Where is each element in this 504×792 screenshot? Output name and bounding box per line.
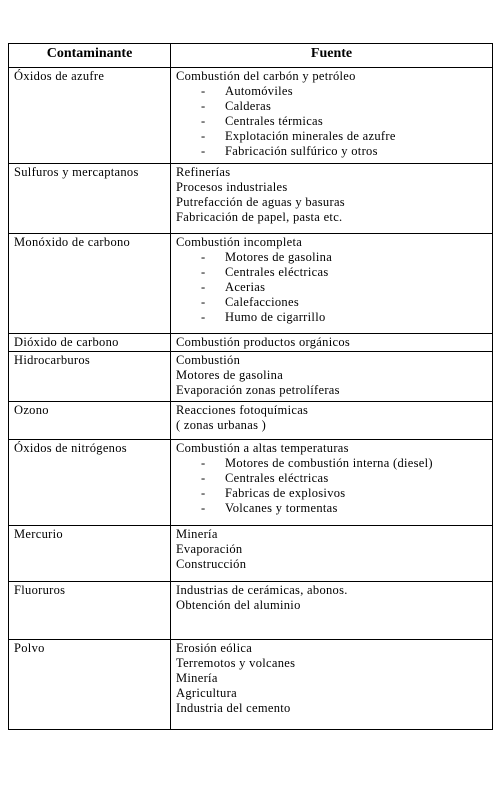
- source-line: Evaporación: [176, 542, 243, 556]
- table-row: [9, 164, 493, 234]
- dash-bullet-icon: -: [201, 84, 206, 98]
- table-row: [9, 334, 493, 352]
- dash-bullet-icon: -: [201, 250, 206, 264]
- table-row: [9, 526, 493, 582]
- source-subitem-label: Acerias: [225, 280, 266, 294]
- source-line: Reacciones fotoquímicas: [176, 403, 309, 417]
- dash-bullet-icon: -: [201, 295, 206, 309]
- source-line: Terremotos y volcanes: [176, 656, 296, 670]
- source-subitem: [201, 486, 492, 501]
- source-subitem: [201, 99, 492, 114]
- table-row: [9, 234, 493, 334]
- source-subitem: [201, 456, 492, 471]
- pollutant-name: Sulfuros y mercaptanos: [9, 164, 171, 234]
- pollutant-name: Mercurio: [9, 526, 171, 582]
- source-line: Motores de gasolina: [176, 368, 284, 382]
- source-subitem-label: Centrales térmicas: [225, 114, 324, 128]
- dash-bullet-icon: -: [201, 456, 206, 470]
- header-contaminante: Contaminante: [9, 44, 171, 68]
- source-line: Industrias de cerámicas, abonos.: [176, 583, 348, 597]
- source-subitem: [201, 84, 492, 99]
- source-line: Minería: [176, 671, 218, 685]
- pollutant-name: Fluoruros: [9, 582, 171, 640]
- dash-bullet-icon: -: [201, 471, 206, 485]
- source-sublist: [176, 456, 492, 516]
- pollutant-sources: [171, 582, 493, 640]
- pollutant-sources: [171, 234, 493, 334]
- source-line: Erosión eólica: [176, 641, 253, 655]
- source-line: Evaporación zonas petrolíferas: [176, 383, 340, 397]
- source-subitem: [201, 280, 492, 295]
- source-subitem-label: Humo de cigarrillo: [225, 310, 326, 324]
- dash-bullet-icon: -: [201, 114, 206, 128]
- pollutant-sources: [171, 640, 493, 730]
- source-subitem-label: Centrales eléctricas: [225, 265, 329, 279]
- source-subitem: [201, 114, 492, 129]
- pollutant-sources: [171, 352, 493, 402]
- source-line: Industria del cemento: [176, 701, 291, 715]
- pollutant-sources: [171, 402, 493, 440]
- dash-bullet-icon: -: [201, 486, 206, 500]
- source-subitem-label: Motores de combustión interna (diesel): [225, 456, 433, 470]
- table-row: [9, 402, 493, 440]
- source-line: Agricultura: [176, 686, 237, 700]
- source-subitem: [201, 144, 492, 159]
- source-subitem: [201, 501, 492, 516]
- pollutant-name: Monóxido de carbono: [9, 234, 171, 334]
- table-row: [9, 440, 493, 526]
- source-line: Fabricación de papel, pasta etc.: [176, 210, 343, 224]
- source-line: Combustión: [176, 353, 241, 367]
- pollutant-name: Óxidos de nitrógenos: [9, 440, 171, 526]
- pollutant-name: Polvo: [9, 640, 171, 730]
- table-row: [9, 352, 493, 402]
- dash-bullet-icon: -: [201, 144, 206, 158]
- pollutant-sources-table: [8, 43, 493, 730]
- dash-bullet-icon: -: [201, 129, 206, 143]
- pollutant-name: Hidrocarburos: [9, 352, 171, 402]
- dash-bullet-icon: -: [201, 501, 206, 515]
- source-sublist: [176, 84, 492, 159]
- table-row: [9, 640, 493, 730]
- source-subitem: [201, 310, 492, 325]
- source-subitem-label: Motores de gasolina: [225, 250, 333, 264]
- dash-bullet-icon: -: [201, 99, 206, 113]
- pollutant-name: Dióxido de carbono: [9, 334, 171, 352]
- dash-bullet-icon: -: [201, 265, 206, 279]
- pollutant-name: Óxidos de azufre: [9, 68, 171, 164]
- source-line: Construcción: [176, 557, 247, 571]
- pollutant-sources: [171, 68, 493, 164]
- source-subitem-label: Volcanes y tormentas: [225, 501, 338, 515]
- source-line: Combustión incompleta: [176, 235, 303, 249]
- table-header-row: [9, 44, 493, 68]
- source-line: Combustión a altas temperaturas: [176, 441, 349, 455]
- source-sublist: [176, 250, 492, 325]
- source-subitem: [201, 250, 492, 265]
- pollutant-sources: [171, 164, 493, 234]
- table-row: [9, 582, 493, 640]
- source-line: Procesos industriales: [176, 180, 288, 194]
- source-subitem: [201, 295, 492, 310]
- source-subitem: [201, 129, 492, 144]
- pollutant-sources: [171, 526, 493, 582]
- source-subitem-label: Centrales eléctricas: [225, 471, 329, 485]
- source-subitem-label: Automóviles: [225, 84, 293, 98]
- source-subitem: [201, 265, 492, 280]
- source-line: Combustión del carbón y petróleo: [176, 69, 356, 83]
- pollutant-name: Ozono: [9, 402, 171, 440]
- source-line: Obtención del aluminio: [176, 598, 301, 612]
- source-line: Minería: [176, 527, 218, 541]
- source-line: Putrefacción de aguas y basuras: [176, 195, 345, 209]
- dash-bullet-icon: -: [201, 310, 206, 324]
- source-line: Refinerías: [176, 165, 231, 179]
- source-subitem-label: Calefacciones: [225, 295, 299, 309]
- table-body: [9, 68, 493, 730]
- source-subitem-label: Fabricas de explosivos: [225, 486, 346, 500]
- source-line: ( zonas urbanas ): [176, 418, 267, 432]
- source-subitem-label: Fabricación sulfúrico y otros: [225, 144, 378, 158]
- pollutant-sources: [171, 440, 493, 526]
- source-subitem-label: Explotación minerales de azufre: [225, 129, 396, 143]
- table-row: [9, 68, 493, 164]
- source-subitem-label: Calderas: [225, 99, 272, 113]
- dash-bullet-icon: -: [201, 280, 206, 294]
- header-fuente: Fuente: [171, 44, 493, 68]
- source-subitem: [201, 471, 492, 486]
- source-line: Combustión productos orgánicos: [176, 335, 351, 349]
- pollutant-sources: [171, 334, 493, 352]
